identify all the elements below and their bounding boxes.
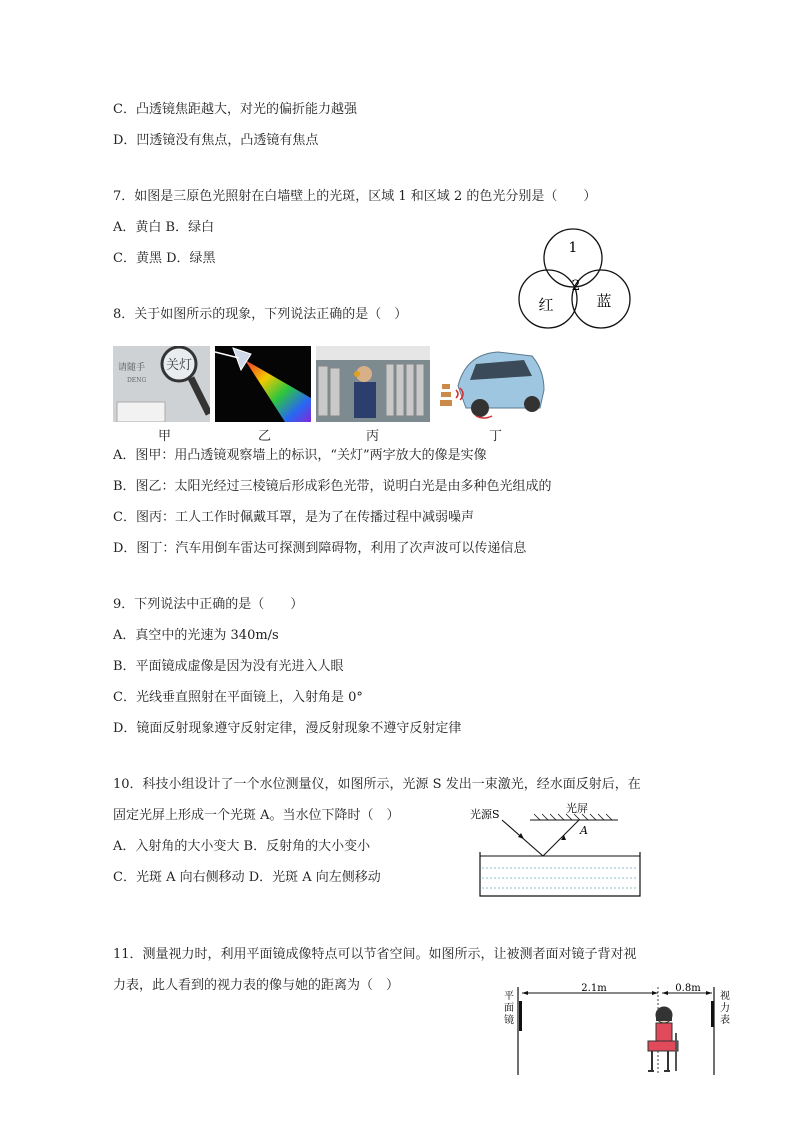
- photo-jia: [113, 346, 210, 422]
- label-chart-1: 视: [720, 991, 730, 1002]
- venn-label-red: 红: [538, 296, 554, 314]
- q6-option-c: C．凸透镜焦距越大，对光的偏折能力越强: [113, 102, 357, 117]
- label-distance-2-1: 2.1m: [581, 983, 607, 994]
- photo-yi: [215, 346, 311, 422]
- venn-label-blue: 蓝: [596, 292, 612, 310]
- venn-region-1: 1: [568, 240, 578, 256]
- q7-options-cd: C．黄黑 D．绿黑: [113, 251, 216, 266]
- q8-stem: 8．关于如图所示的现象，下列说法正确的是（ ）: [113, 307, 408, 322]
- q9-option-c: C．光线垂直照射在平面镜上，入射角是 0°: [113, 690, 363, 705]
- seated-person: [648, 1007, 678, 1071]
- label-screen: 光屏: [566, 802, 588, 815]
- label-mirror-2: 面: [504, 1003, 514, 1014]
- label-mirror-1: 平: [504, 991, 514, 1002]
- q10-stem-line2: 固定光屏上形成一个光斑 A。当水位下降时（ ）: [113, 808, 400, 823]
- q8-option-a: A．图甲：用凸透镜观察墙上的标识，“关灯”两字放大的像是实像: [113, 448, 487, 463]
- sign-magnified-text: 关灯: [165, 358, 193, 373]
- q9-stem: 9．下列说法中正确的是（ ）: [113, 597, 304, 612]
- q6-option-d: D．凹透镜没有焦点，凸透镜有焦点: [113, 133, 319, 148]
- q10-options-ab: A．入射角的大小变大 B．反射角的大小变小: [113, 839, 371, 854]
- q7-stem: 7．如图是三原色光照射在白墙壁上的光斑，区域 1 和区域 2 的色光分别是（ ）: [113, 189, 597, 204]
- venn-diagram: [515, 228, 640, 333]
- label-mirror-3: 镜: [504, 1015, 514, 1026]
- label-chart-2: 力: [720, 1003, 730, 1014]
- sign-sub-text: DENG: [127, 377, 147, 384]
- water-level-diagram: [468, 800, 648, 902]
- caption-bing: 丙: [366, 429, 380, 444]
- label-chart-3: 表: [720, 1015, 730, 1026]
- photo-ding: [436, 346, 548, 422]
- q8-option-d: D．图丁：汽车用倒车雷达可探测到障碍物，利用了次声波可以传递信息: [113, 541, 527, 556]
- q11-stem-line2: 力表，此人看到的视力表的像与她的距离为（ ）: [113, 978, 400, 993]
- q8-option-b: B．图乙：太阳光经过三棱镜后形成彩色光带，说明白光是由多种色光组成的: [113, 479, 552, 494]
- caption-yi: 乙: [258, 429, 272, 444]
- photo-bing: [316, 346, 430, 422]
- q10-options-cd: C．光斑 A 向右侧移动 D．光斑 A 向左侧移动: [113, 870, 381, 885]
- sign-small-text: 请随手: [118, 363, 146, 373]
- caption-ding: 丁: [489, 429, 503, 444]
- q11-stem-line1: 11．测量视力时，利用平面镜成像特点可以节省空间。如图所示，让被测者面对镜子背对视: [113, 947, 637, 962]
- label-light-source: 光源S: [470, 808, 500, 821]
- q7-options-ab: A．黄白 B．绿白: [113, 220, 215, 235]
- q9-option-b: B．平面镜成虚像是因为没有光进入人眼: [113, 659, 344, 674]
- venn-region-2: 2: [571, 278, 581, 294]
- eye-test-diagram: [498, 983, 738, 1083]
- label-spot-a: A: [580, 824, 588, 837]
- q9-option-d: D．镜面反射现象遵守反射定律，漫反射现象不遵守反射定律: [113, 721, 462, 736]
- q9-option-a: A．真空中的光速为 340m/s: [113, 628, 279, 643]
- q8-option-c: C．图丙：工人工作时佩戴耳罩，是为了在传播过程中减弱噪声: [113, 510, 474, 525]
- q10-stem-line1: 10．科技小组设计了一个水位测量仪，如图所示，光源 S 发出一束激光，经水面反射后，在: [113, 777, 641, 792]
- label-distance-0-8: 0.8m: [675, 983, 701, 994]
- caption-jia: 甲: [158, 429, 172, 444]
